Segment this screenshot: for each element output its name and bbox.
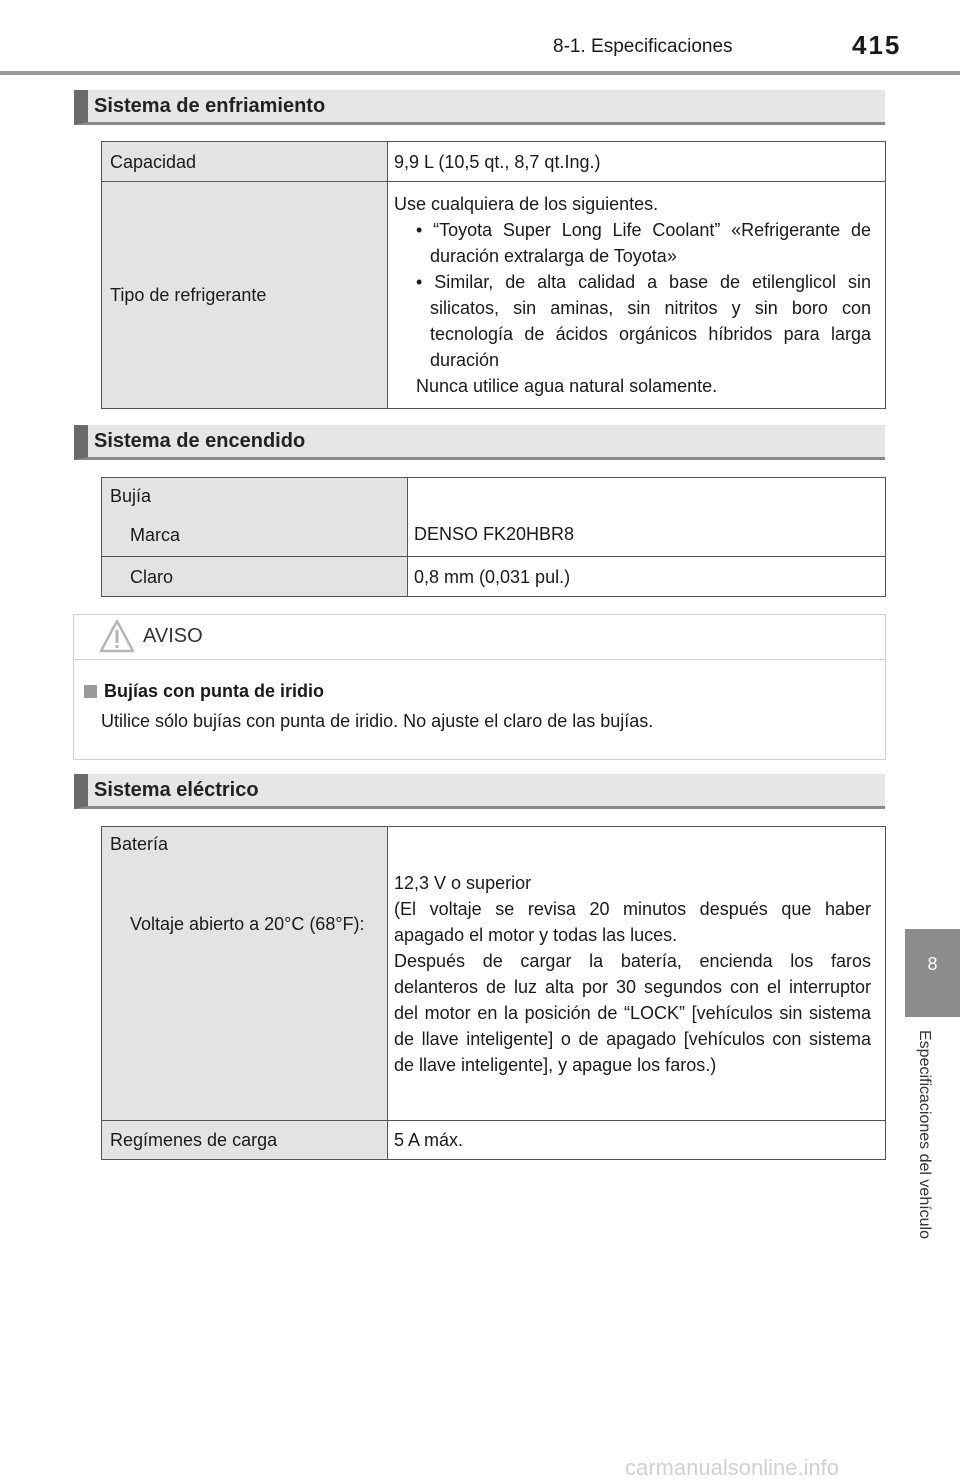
warning-item-title: Bujías con punta de iridio <box>104 681 325 701</box>
warning-triangle-icon <box>99 618 135 654</box>
table-row <box>102 478 886 557</box>
coolant-option: • “Toyota Super Long Life Coolant” «Refrigerante de duración extralarga de Toyota» <box>416 220 871 266</box>
coolant-option: • Similar, de alta calidad a base de etilenglicol sin silicatos, sin aminas, sin nitritos y sin boro con tecnología de ácidos orgánicos híbridos para larga duración <box>416 272 871 370</box>
coolant-value <box>388 182 886 409</box>
spark-plug-label: Bujía <box>110 486 152 506</box>
ignition-section-bar <box>74 425 885 460</box>
section-heading: 8-1. Especificaciones <box>553 36 733 57</box>
table-row <box>102 827 886 1121</box>
battery-cell <box>102 827 388 1121</box>
capacity-label: Capacidad <box>102 142 388 182</box>
ignition-table <box>101 477 886 597</box>
warning-title: AVISO <box>143 625 203 647</box>
voltage-value-cell <box>388 827 886 1121</box>
voltage-label: Voltaje abierto a 20°C (68°F): <box>130 914 365 934</box>
cooling-section-bar <box>74 90 885 125</box>
voltage-note: (El voltaje se revisa 20 minutos después que haber apagado el motor y todas las luces. <box>394 899 871 945</box>
table-row <box>102 557 886 597</box>
voltage-value: 12,3 V o superior <box>394 873 532 893</box>
battery-label: Batería <box>110 834 169 854</box>
charge-label: Regímenes de carga <box>102 1121 388 1160</box>
electrical-section-bar <box>74 774 885 809</box>
page-number: 415 <box>852 30 902 60</box>
bullet-square-icon <box>84 685 97 698</box>
electrical-table <box>101 826 886 1160</box>
capacity-value: 9,9 L (10,5 qt., 8,7 qt.Ing.) <box>388 142 886 182</box>
warning-box <box>73 614 886 760</box>
chapter-side-label: Especificaciones del vehículo <box>916 1030 933 1240</box>
charge-value: 5 A máx. <box>388 1121 886 1160</box>
warning-header <box>74 615 885 660</box>
gap-label: Claro <box>102 557 408 597</box>
brand-label: Marca <box>130 525 181 545</box>
cooling-table <box>101 141 886 409</box>
spark-plug-cell <box>102 478 408 557</box>
warning-body: Utilice sólo bujías con punta de iridio. No ajuste el claro de las bujías. <box>101 711 654 731</box>
coolant-label: Tipo de refrigerante <box>102 182 388 409</box>
coolant-note: Nunca utilice agua natural solamente. <box>416 376 718 396</box>
header-rule <box>0 71 960 75</box>
cooling-section-title: Sistema de enfriamiento <box>94 95 326 117</box>
table-row <box>102 142 886 182</box>
voltage-note: Después de cargar la batería, encienda los faros delanteros de luz alta por 30 segundos con el interruptor del motor en la posición de “LOCK” [vehículos sin sistema de llave inteligente] o de apagado [vehículos con sistema de llave inteligente], y apague los faros.) <box>394 951 871 1075</box>
brand-value: DENSO FK20HBR8 <box>408 478 886 557</box>
chapter-tab: 8 <box>905 929 960 1017</box>
ignition-section-title: Sistema de encendido <box>94 430 306 452</box>
table-row <box>102 182 886 409</box>
watermark: carmanualsonline.info <box>625 1455 840 1480</box>
electrical-section-title: Sistema eléctrico <box>94 779 259 801</box>
gap-value: 0,8 mm (0,031 pul.) <box>408 557 886 597</box>
coolant-intro: Use cualquiera de los siguientes. <box>394 194 659 214</box>
table-row <box>102 1121 886 1160</box>
